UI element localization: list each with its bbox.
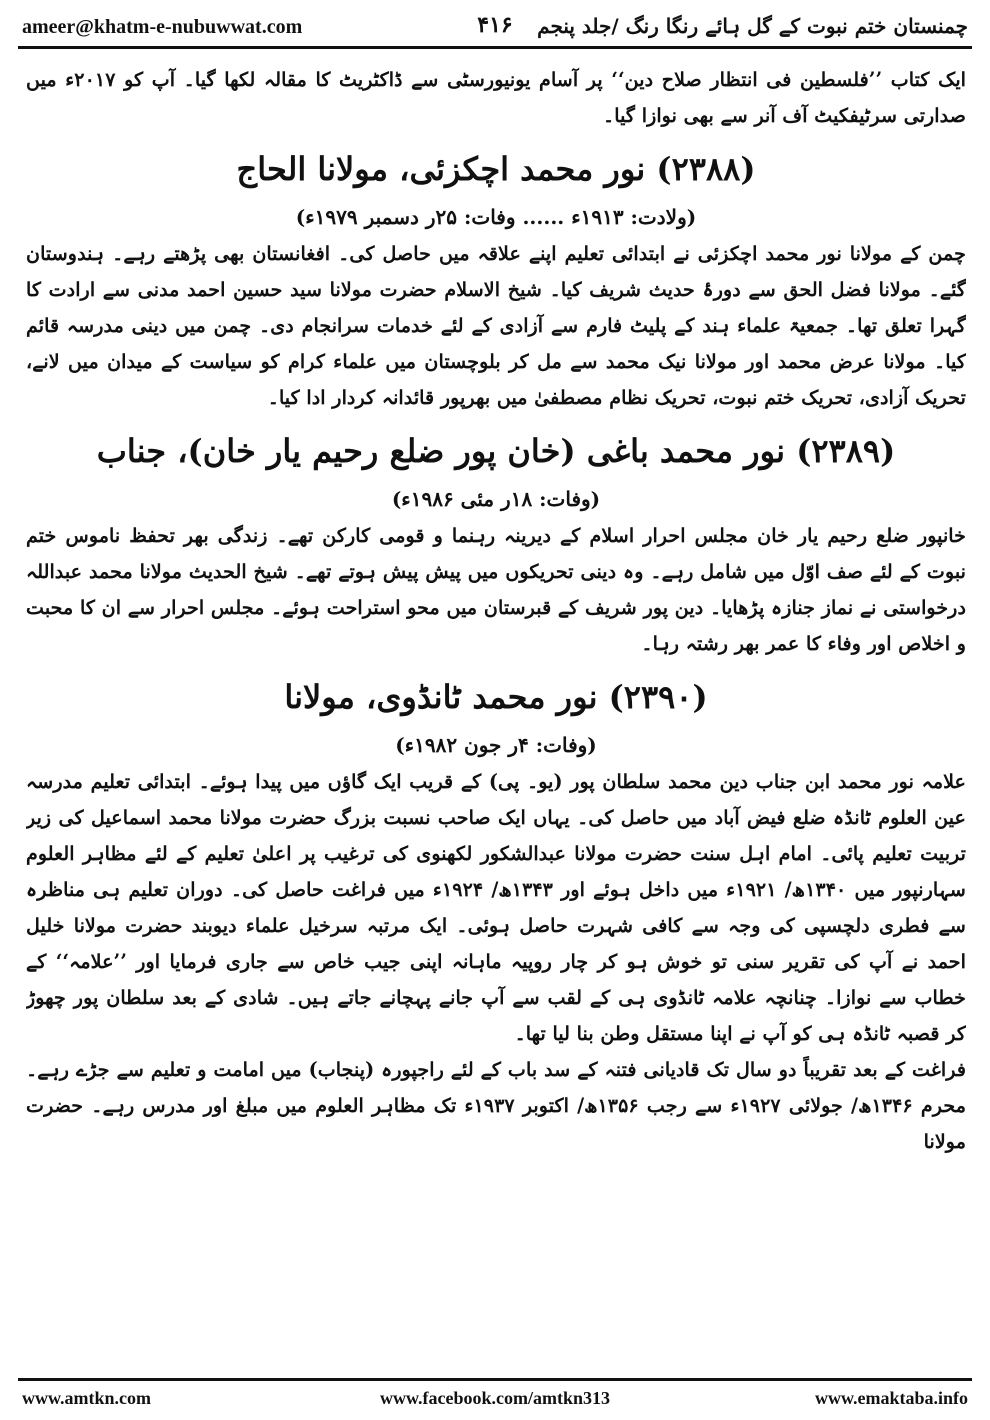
entry-dates: (ولادت: ۱۹۱۳ء ...... وفات: ۲۵ر دسمبر ۱۹۷۹ء): [295, 205, 697, 229]
footer-link-emaktaba[interactable]: www.emaktaba.info: [814, 1388, 968, 1408]
header-rule: [18, 46, 972, 49]
entry-dates: (وفات: ۱۸ر مئی ۱۹۸۶ء): [391, 487, 601, 511]
entry-paragraph: چمن کے مولانا نور محمد اچکزئی نے ابتدائی تعلیم اپنے علاقہ میں حاصل کی۔ افغانستان بھی پڑھتے رہے۔ ہندوستان گئے۔ مولانا فضل الحق سے دورۂ حدیث شریف کیا۔ شیخ الاسلام حضرت مولانا سید حسین احمد مدنی سے ارادت کا گہرا تعلق تھا۔ جمعیۃ علماء ہند کے پلیٹ فارم سے آزادی کے لئے خدمات سرانجام دی۔ چمن میں دینی مدرسہ قائم کیا۔ مولانا عرض محمد اور مولانا نیک محمد سے مل کر بلوچستان میں علماء کرام کو سیاست کے میدان میں لانے، تحریک آزادی، تحریک ختم نبوت، تحریک نظام مصطفیٰ میں بھرپور قائدانہ کردار ادا کیا۔: [26, 242, 966, 409]
entry-paragraph: فراغت کے بعد تقریباً دو سال تک قادیانی فتنہ کے سد باب کے لئے راجپورہ (پنجاب) میں امامت و تعلیم سے جڑے رہے۔ محرم ۱۳۴۶ھ/ جولائی ۱۹۲۷ء سے رجب ۱۳۵۶ھ/ اکتوبر ۱۹۳۷ء تک مظاہر العلوم میں مبلغ اور مدرس رہے۔ حضرت مولانا: [26, 1058, 966, 1153]
entry-heading: (۲۳۸۸) نور محمد اچکزئی، مولانا الحاج: [236, 150, 756, 188]
header-email: ameer@khatm-e-nubuwwat.com: [22, 16, 303, 38]
entry-heading: (۲۳۸۹) نور محمد باغی (خان پور ضلع رحیم یار خان)، جناب: [96, 432, 896, 470]
page-content: [26, 62, 966, 1367]
entry-heading: (۲۳۹۰) نور محمد ٹانڈوی، مولانا: [284, 678, 708, 716]
footer-link-amtkn[interactable]: www.amtkn.com: [22, 1388, 151, 1408]
page-number: ۴۱۶: [477, 12, 513, 38]
page-header: [22, 6, 968, 44]
entry-paragraph: علامہ نور محمد ابن جناب دین محمد سلطان پور (یو۔ پی) کے قریب ایک گاؤں میں پیدا ہوئے۔ ابتدائی تعلیم مدرسہ عین العلوم ٹانڈہ ضلع فیض آباد میں حاصل کی۔ یہاں ایک صاحب نسبت بزرگ حضرت مولانا محمد اسماعیل کی زیر تربیت تعلیم پائی۔ امام اہل سنت حضرت مولانا عبدالشکور لکھنوی کی ترغیب پر اعلیٰ تعلیم کے لئے مظاہر العلوم سہارنپور میں ۱۳۴۰ھ/ ۱۹۲۱ء میں داخل ہوئے اور ۱۳۴۳ھ/ ۱۹۲۴ء میں فراغت حاصل کی۔ دوران تعلیم ہی مناظرہ سے فطری دلچسپی کی وجہ سے کافی شہرت حاصل ہوئی۔ ایک مرتبہ سرخیل علماء دیوبند حضرت مولانا خلیل احمد نے آپ کی تقریر سنی تو خوش ہو کر چار روپیہ ماہانہ اپنی جیب خاص سے جاری فرمایا اور ’’علامہ‘‘ کے خطاب سے نوازا۔ چنانچہ علامہ ٹانڈوی ہی کے لقب سے آپ جانے پہچانے جاتے ہیں۔ شادی کے بعد سلطان پور چھوڑ کر قصبہ ٹانڈہ ہی کو آپ نے اپنا مستقل وطن بنا لیا تھا۔: [26, 770, 966, 1045]
footer-rule: [18, 1378, 972, 1381]
page-footer: [22, 1386, 968, 1416]
entry-paragraph: خانپور ضلع رحیم یار خان مجلس احرار اسلام کے دیرینہ رہنما و قومی کارکن تھے۔ زندگی بھر تحفظ ناموس ختم نبوت کے لئے صف اوّل میں شامل رہے۔ وہ دینی تحریکوں میں پیش پیش ہوتے تھے۔ شیخ الحدیث مولانا محمد عبداللہ درخواستی نے نماز جنازہ پڑھایا۔ دین پور شریف کے قبرستان میں محو استراحت ہوئے۔ مجلس احرار سے ان کا محبت و اخلاص اور وفاء کا عمر بھر رشتہ رہا۔: [26, 524, 966, 655]
book-title: چمنستان ختم نبوت کے گل ہائے رنگا رنگ /جلد پنجم: [537, 14, 968, 38]
entry-dates: (وفات: ۴ر جون ۱۹۸۲ء): [395, 733, 597, 757]
intro-paragraph: ایک کتاب ’’فلسطین فی انتظار صلاح دین‘‘ پر آسام یونیورسٹی سے ڈاکٹریٹ کا مقالہ لکھا گیا۔ آپ کو ۲۰۱۷ء میں صدارتی سرٹیفکیٹ آف آنر سے بھی نوازا گیا۔: [26, 68, 966, 127]
footer-link-facebook[interactable]: www.facebook.com/amtkn313: [380, 1388, 610, 1408]
